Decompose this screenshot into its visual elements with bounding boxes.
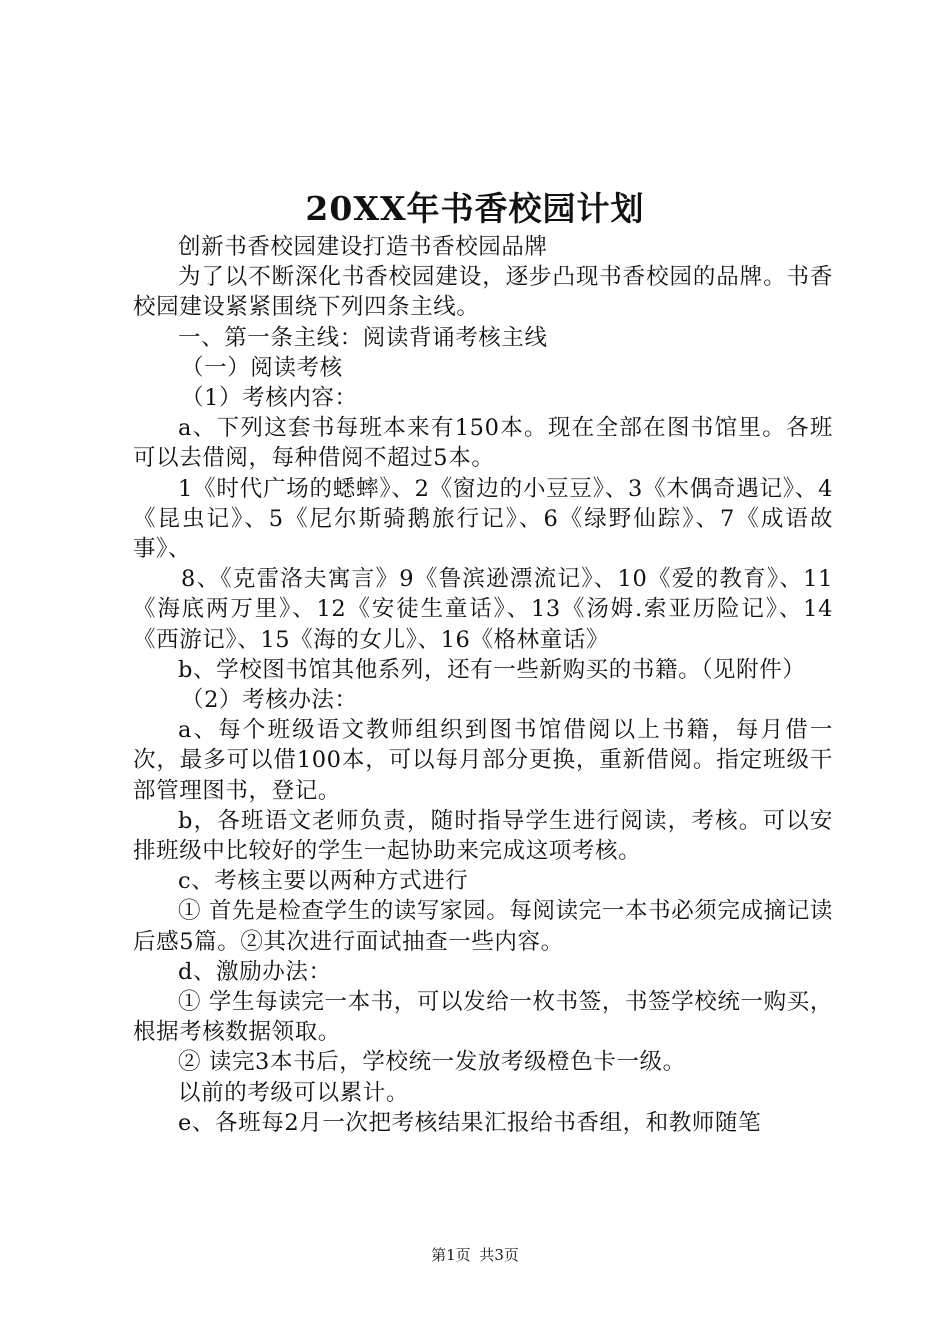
document-title: 20XX年书香校园计划 (305, 189, 645, 228)
paragraph-heading-assessment-content: （1）考核内容： (181, 385, 358, 412)
paragraph-book-list-1: 1《时代广场的蟋蟀》、2《窗边的小豆豆》、3《木偶奇遇记》、4《昆虫记》、5《尼尔斯骑鹅旅行记》、6《绿野仙踪》、7《成语故事》、 (133, 475, 833, 563)
page-footer (0, 1243, 950, 1267)
paragraph-method-e: e、各班每2月一次把考核结果汇报给书香组，和教师随笔 (178, 1109, 762, 1136)
paragraph-method-c-detail: ① 首先是检查学生的读写家园。每阅读完一本书必须完成摘记读后感5篇。②其次进行面试抽查一些内容。 (133, 898, 833, 955)
paragraph-method-d: d、激励办法： (178, 958, 332, 985)
paragraph-book-list-2: 8、《克雷洛夫寓言》9《鲁滨逊漂流记》、10《爱的教育》、11《海底两万里》、12《安徒生童话》、13《汤姆.索亚历险记》、14《西游记》、15《海的女儿》、16《格林童话》 (133, 566, 833, 653)
page-total: 共3页 (479, 1246, 519, 1264)
paragraph-item-a-books: a、下列这套书每班本来有150本。现在全部在图书馆里。各班可以去借阅，每种借阅不超过5本。 (133, 415, 833, 472)
paragraph-incentive-1: ① 学生每读完一本书，可以发给一枚书签，书签学校统一购买，根据考核数据领取。 (133, 989, 833, 1046)
paragraph-method-c: c、考核主要以两种方式进行 (178, 868, 469, 895)
paragraph-heading-mainline-1: 一、第一条主线：阅读背诵考核主线 (178, 324, 548, 351)
paragraph-method-a: a、每个班级语文教师组织到图书馆借阅以上书籍，每月借一次，最多可以借100本，可以每月部分更换，重新借阅。指定班级干部管理图书，登记。 (133, 717, 833, 804)
paragraph-subtitle: 创新书香校园建设打造书香校园品牌 (178, 234, 548, 260)
document-body (133, 232, 833, 1138)
page-number: 第1页 (431, 1246, 471, 1264)
paragraph-incentive-2: ② 读完3本书后，学校统一发放考级橙色卡一级。 (178, 1049, 686, 1076)
paragraph-heading-reading-assessment: （一）阅读考核 (181, 354, 343, 381)
paragraph-heading-assessment-method: （2）考核办法： (181, 687, 358, 714)
paragraph-method-b: b，各班语文老师负责，随时指导学生进行阅读，考核。可以安排班级中比较好的学生一起协助来完成这项考核。 (133, 807, 833, 865)
paragraph-intro: 为了以不断深化书香校园建设，逐步凸现书香校园的品牌。书香校园建设紧紧围绕下列四条主线。 (133, 264, 833, 321)
paragraph-incentive-note: 以前的考级可以累计。 (178, 1079, 410, 1106)
paragraph-item-b-library: b、学校图书馆其他系列，还有一些新购买的书籍。（见附件） (178, 656, 806, 683)
